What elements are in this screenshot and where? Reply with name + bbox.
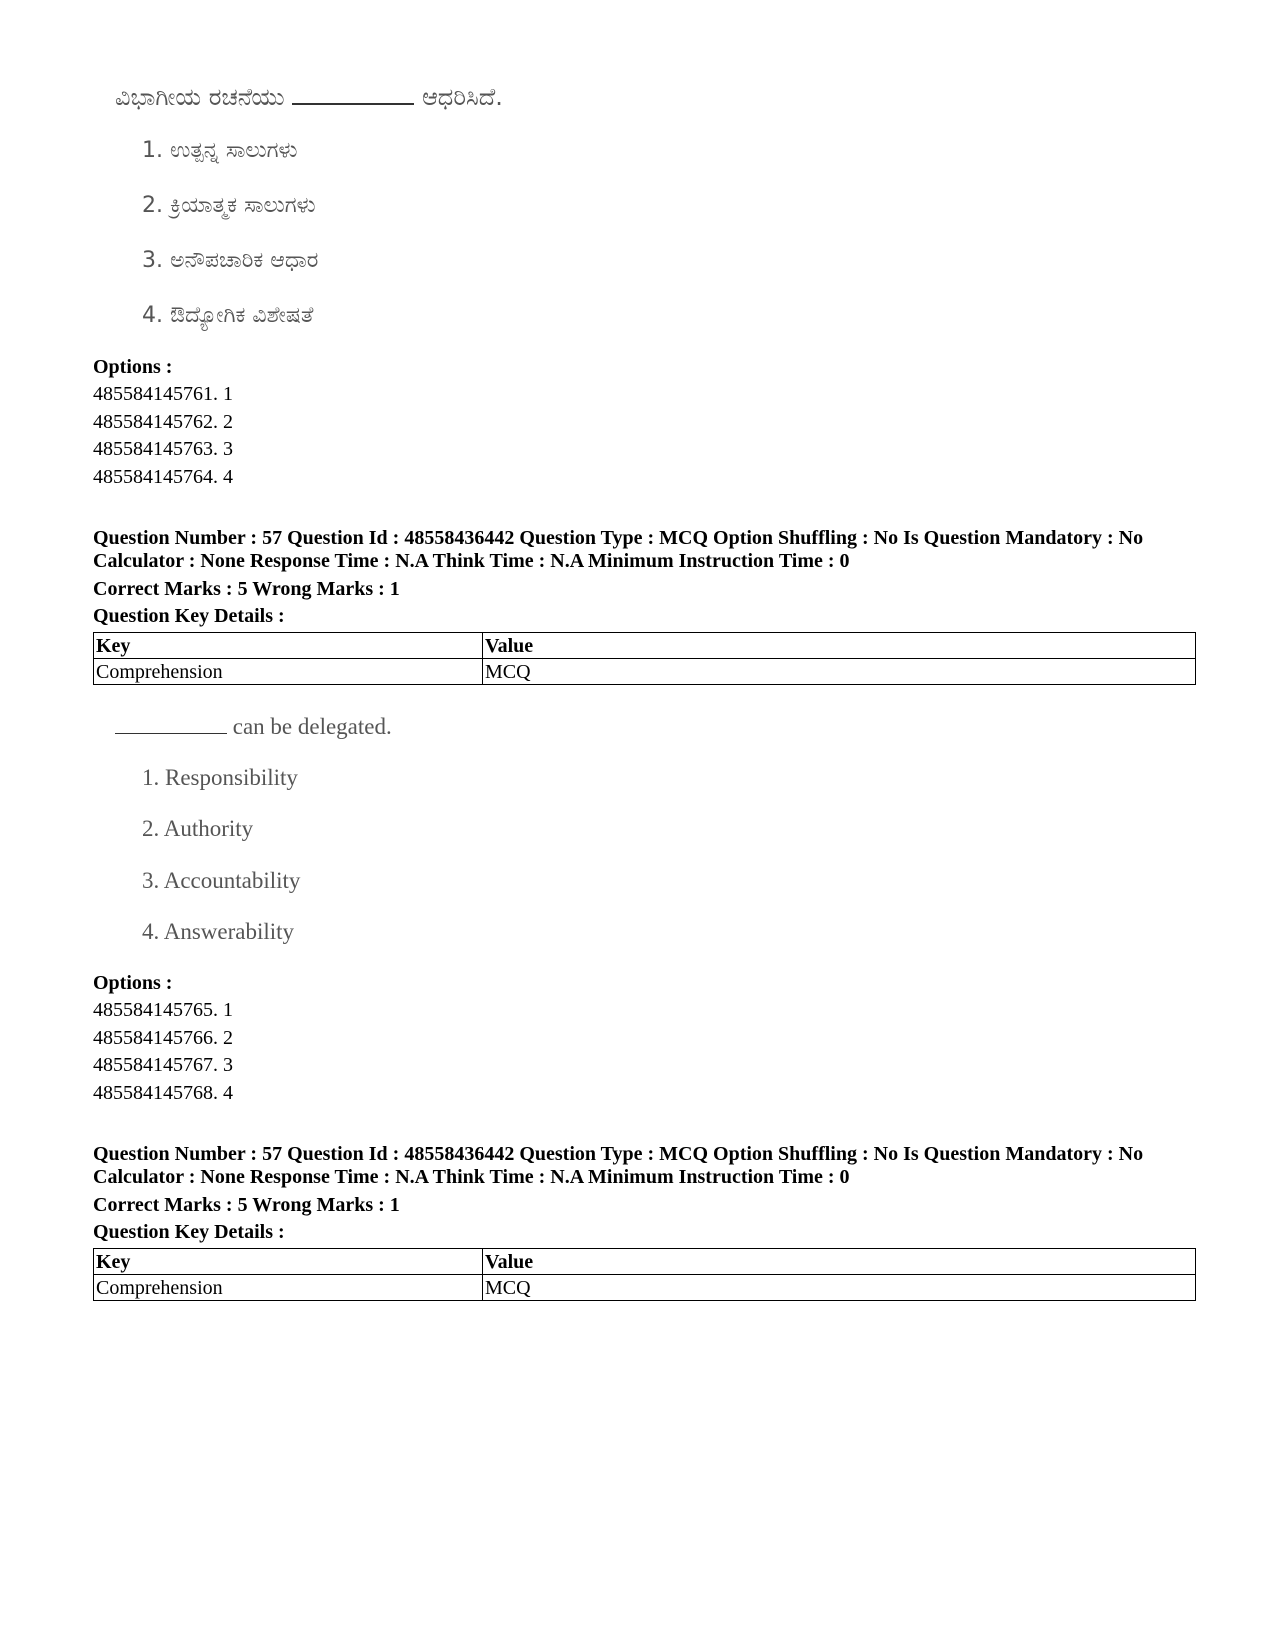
option-item: 485584145768. 4 [93,1082,233,1104]
choice-item: 4. Answerability [142,919,295,944]
question-image-kannada [115,80,715,340]
marks-line: Correct Marks : 5 Wrong Marks : 1 [93,578,400,600]
key-details-table [93,1248,1196,1301]
table-cell: MCQ [483,659,1196,685]
options-label: Options : [93,356,173,378]
table-header-cell: Value [483,633,1196,659]
choice-item: 3. ಅನೌಪಚಾರಿಕ ಆಧಾರ [142,248,319,273]
answer-blank-line [292,103,414,105]
table-header-row [94,1249,1196,1275]
choice-item: 2. ಕ್ರಿಯಾತ್ಮಕ ಸಾಲುಗಳು [142,193,316,218]
option-item: 485584145765. 1 [93,999,233,1021]
option-item: 485584145767. 3 [93,1054,233,1076]
option-item: 485584145763. 3 [93,438,233,460]
table-row [94,1275,1196,1301]
choice-item: 3. Accountability [142,868,301,893]
table-cell: Comprehension [94,659,483,685]
choice-item: 4. ಔದ್ಯೋಗಿಕ ವಿಶೇಷತೆ [142,303,314,328]
table-header-row [94,633,1196,659]
stem-text-after: can be delegated. [232,714,392,739]
question-image-english [115,710,715,950]
question-meta-header: Question Number : 57 Question Id : 48558436442 Question Type : MCQ Option Shuffling : No Is Question Mandatory : No Calculator : None Response Time : N.A Think Time : N.A Minimum Instruction Time : 0 [93,527,1144,572]
marks-line: Correct Marks : 5 Wrong Marks : 1 [93,1194,400,1216]
choice-item: 1. ಉತ್ಪನ್ನ ಸಾಲುಗಳು [142,138,298,163]
option-item: 485584145762. 2 [93,411,233,433]
choice-item: 1. Responsibility [142,765,298,790]
table-header-cell: Value [483,1249,1196,1275]
table-cell: Comprehension [94,1275,483,1301]
choice-item: 2. Authority [142,816,254,841]
table-header-cell: Key [94,1249,483,1275]
key-details-label: Question Key Details : [93,1221,285,1243]
question-meta-header: Question Number : 57 Question Id : 48558436442 Question Type : MCQ Option Shuffling : No Is Question Mandatory : No Calculator : None Response Time : N.A Think Time : N.A Minimum Instruction Time : 0 [93,1143,1144,1188]
key-details-label: Question Key Details : [93,605,285,627]
option-item: 485584145761. 1 [93,383,233,405]
options-label: Options : [93,972,173,994]
table-cell: MCQ [483,1275,1196,1301]
question-stem [115,83,503,111]
table-row [94,659,1196,685]
stem-text-after: ಆಧರಿಸಿದೆ. [421,83,503,111]
answer-blank-line [115,733,227,734]
question-stem [115,714,392,740]
option-item: 485584145766. 2 [93,1027,233,1049]
key-details-table [93,632,1196,685]
stem-text-before: ವಿಭಾಗೀಯ ರಚನೆಯು [115,83,285,111]
option-item: 485584145764. 4 [93,466,233,488]
table-header-cell: Key [94,633,483,659]
